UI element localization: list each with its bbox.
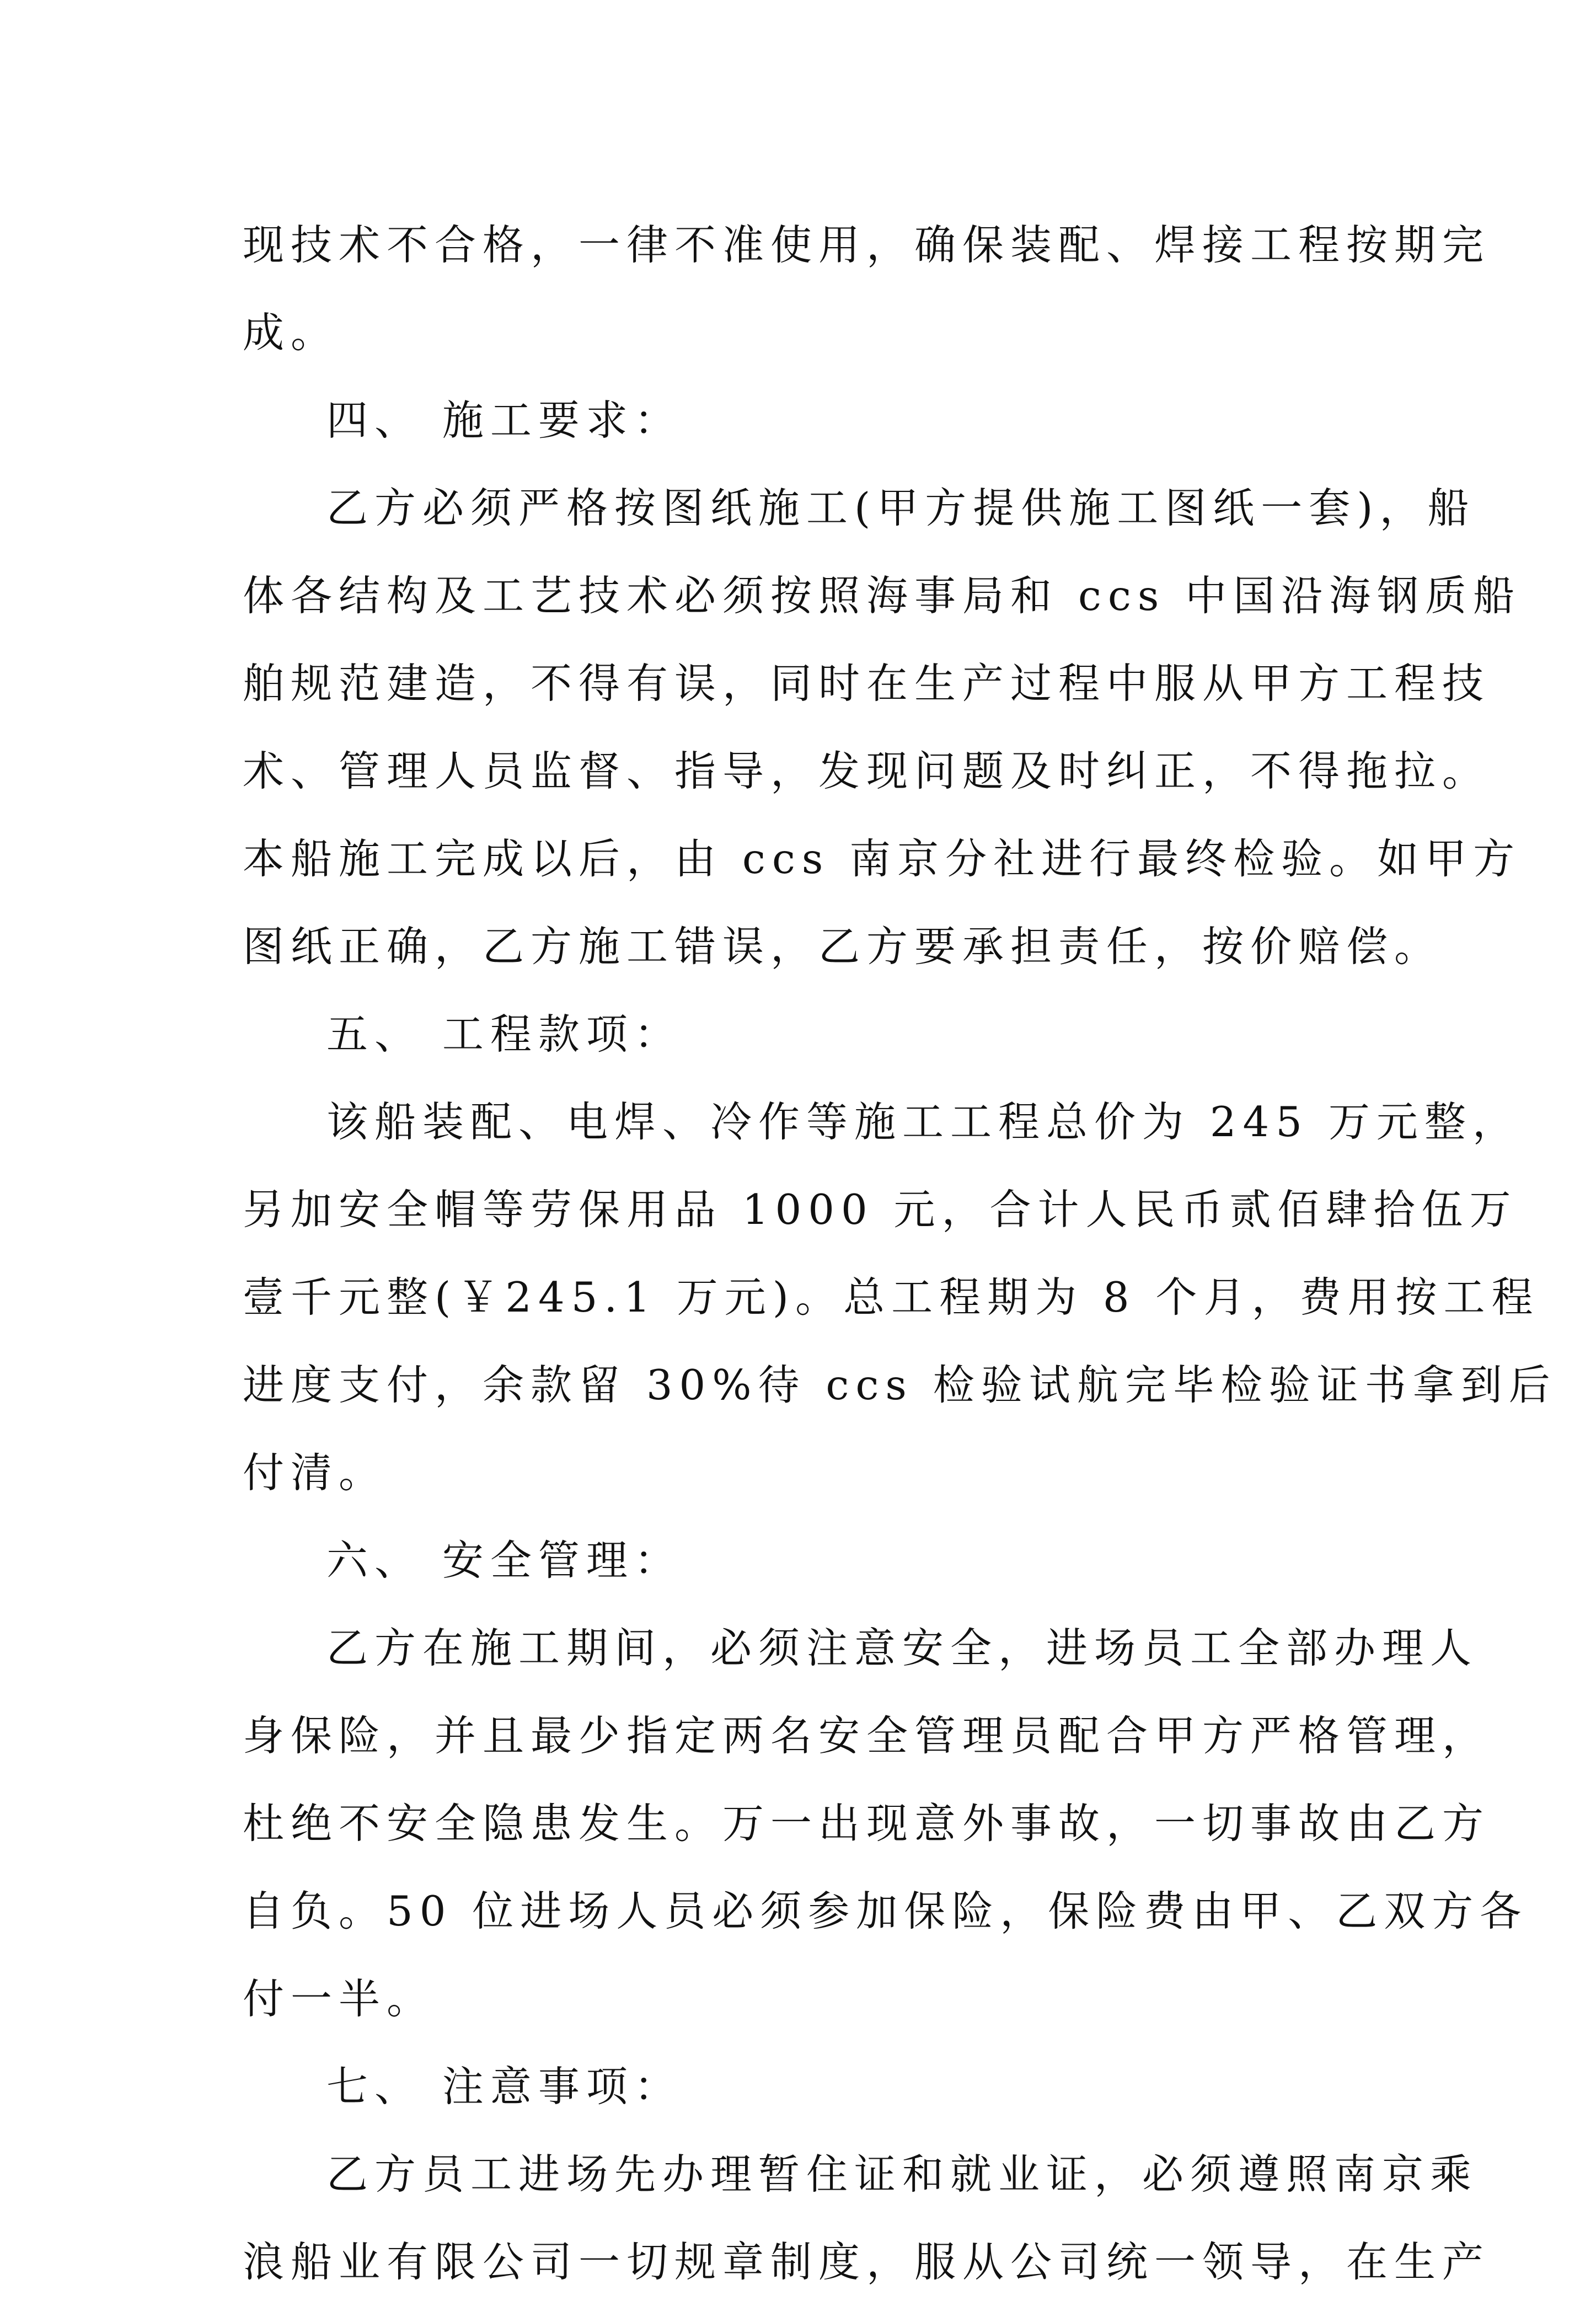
text-line: 另加安全帽等劳保用品 1000 元，合计人民币贰佰肆拾伍万	[243, 1185, 1518, 1234]
text-line: 五、 工程款项：	[326, 1010, 682, 1058]
text-line: 图纸正确，乙方施工错误，乙方要承担责任，按价赔偿。	[243, 922, 1443, 971]
text-line: 进度支付，余款留 30%待 ccs 检验试航完毕检验证书拿到后	[243, 1361, 1557, 1409]
text-line: 付清。	[243, 1448, 387, 1497]
text-line: 本船施工完成以后，由 ccs 南京分社进行最终检验。如甲方	[243, 834, 1522, 883]
text-line: 体各结构及工艺技术必须按照海事局和 ccs 中国沿海钢质船	[243, 571, 1522, 620]
text-line: 该船装配、电焊、冷作等施工工程总价为 245 万元整，	[326, 1098, 1520, 1146]
text-line: 术、管理人员监督、指导，发现问题及时纠正，不得拖拉。	[243, 747, 1491, 795]
text-line: 浪船业有限公司一切规章制度，服从公司统一领导，在生产	[243, 2238, 1491, 2286]
document-body	[243, 201, 1557, 2306]
text-line: 壹千元整(￥245.1 万元)。总工程期为 8 个月，费用按工程	[243, 1273, 1540, 1321]
text-line: 付一半。	[243, 1975, 435, 2023]
text-line: 四、 施工要求：	[326, 396, 682, 445]
text-line: 乙方在施工期间，必须注意安全，进场员工全部办理人	[326, 1624, 1479, 1672]
text-line: 乙方必须严格按图纸施工(甲方提供施工图纸一套)，船	[326, 484, 1476, 532]
text-line: 身保险，并且最少指定两名安全管理员配合甲方严格管理，	[243, 1711, 1491, 1760]
text-line: 七、 注意事项：	[326, 2062, 682, 2111]
text-line: 成。	[243, 308, 339, 357]
text-line: 杜绝不安全隐患发生。万一出现意外事故，一切事故由乙方	[243, 1799, 1491, 1848]
text-line: 舶规范建造，不得有误，同时在生产过程中服从甲方工程技	[243, 659, 1491, 708]
text-line: 现技术不合格，一律不准使用，确保装配、焊接工程按期完	[243, 221, 1491, 269]
text-line: 自负。50 位进场人员必须参加保险，保险费由甲、乙双方各	[243, 1887, 1528, 1935]
text-line: 乙方员工进场先办理暂住证和就业证，必须遵照南京乘	[326, 2150, 1479, 2198]
text-line: 六、 安全管理：	[326, 1536, 682, 1585]
